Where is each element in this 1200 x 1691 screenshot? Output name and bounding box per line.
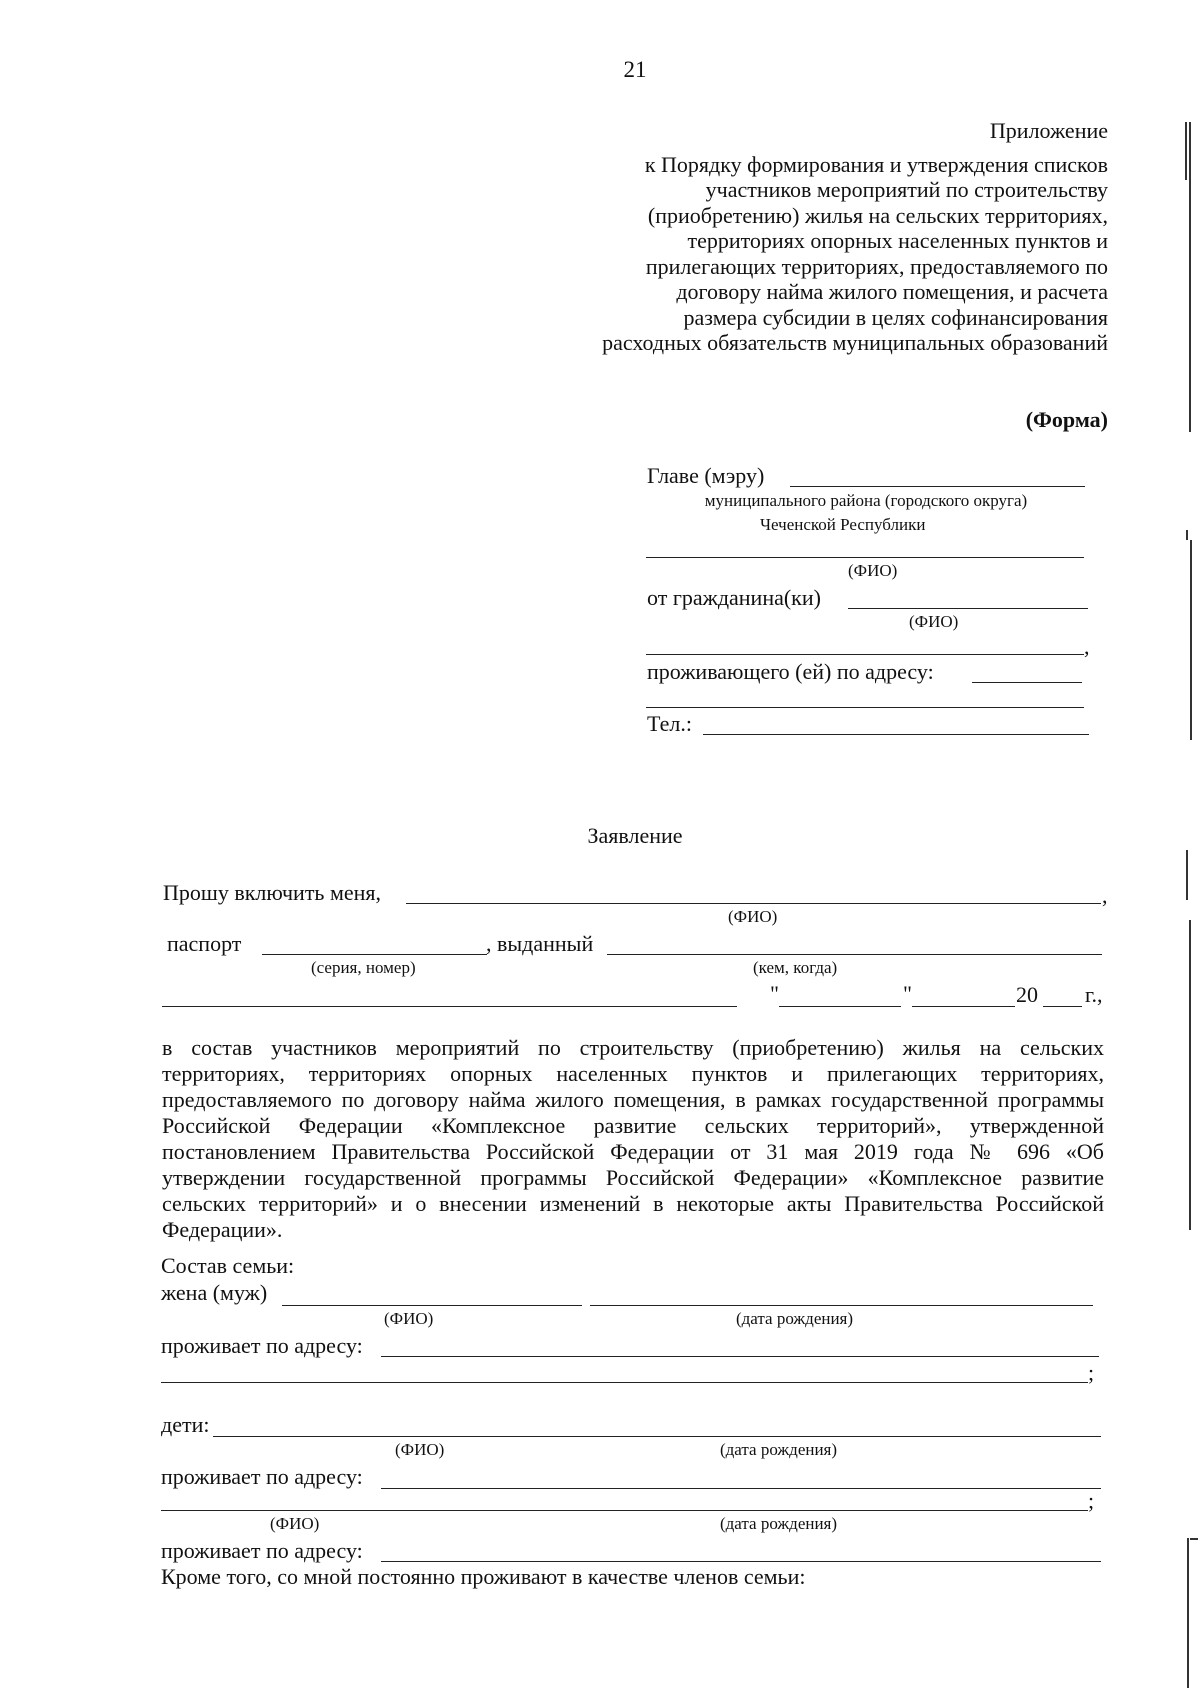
spouse-dob-caption: (дата рождения) (736, 1309, 854, 1328)
citizen-fio-field[interactable] (646, 654, 1084, 655)
passport-number-field[interactable] (262, 954, 487, 955)
scan-mark (1190, 540, 1192, 740)
phone-field[interactable] (703, 734, 1089, 735)
issued-caption: (кем, когда) (753, 958, 838, 977)
scan-mark (1190, 1538, 1198, 1540)
spouse-fio-field[interactable] (282, 1305, 582, 1306)
spouse-dob-field[interactable] (590, 1305, 1093, 1306)
child-1-fio-caption: (ФИО) (395, 1440, 445, 1459)
year-prefix: 20 (1016, 982, 1038, 1007)
request-label: Прошу включить меня, (163, 880, 382, 905)
issued-by-field[interactable] (607, 954, 1102, 955)
appendix-line: (приобретению) жилья на сельских территориях, (647, 202, 1108, 228)
residing-address-field[interactable] (972, 682, 1082, 683)
appendix-line: к Порядку формирования и утверждения списков (644, 151, 1108, 177)
head-caption-2: Чеченской Республики (760, 515, 926, 534)
applicant-fio-caption: (ФИО) (728, 907, 778, 926)
head-fio-field[interactable] (646, 557, 1084, 558)
child-2-address-label: проживает по адресу: (161, 1538, 363, 1563)
appendix-line: участников мероприятий по строительству (705, 177, 1108, 202)
head-fio-caption: (ФИО) (848, 561, 898, 580)
citizen-name-field[interactable] (848, 608, 1088, 609)
residing-label: проживающего (ей) по адресу: (647, 659, 934, 684)
statement-body: в состав участников мероприятий по строительству (приобретению) жилья на сельских территориях, территориях опорных населенных пунктов и прилегающих территориях, предоставляемого по договору найма жилого помещения, в рамках государственной программы Российской Федерации «Комплексное развитие сельских территорий», утвержденной постановлением Правительства Российской Федерации от 31 мая 2019 года № 696 «Об утверждении государственной программы Российской Федерации» «Комплексное развитие сельских территорий» и о внесении изменений в некоторые акты Правительства Российской Федерации». (162, 1035, 1104, 1242)
phone-label: Тел.: (647, 711, 692, 736)
scan-mark (1186, 850, 1188, 900)
child-1-address-field[interactable] (381, 1488, 1101, 1489)
scan-mark (1189, 122, 1191, 432)
family-heading: Состав семьи: (161, 1253, 295, 1278)
statement-title: Заявление (587, 823, 683, 848)
scan-mark (1189, 920, 1191, 1230)
appendix-line: расходных обязательств муниципальных образований (602, 330, 1108, 355)
spouse-label: жена (муж) (161, 1280, 268, 1305)
child-2-fio-caption: (ФИО) (270, 1514, 320, 1533)
child-2-address-field[interactable] (381, 1561, 1101, 1562)
appendix-line: договору найма жилого помещения, и расчета (676, 279, 1108, 304)
issued-label: , выданный (486, 931, 594, 956)
head-caption-1: муниципального района (городского округа) (704, 491, 1028, 510)
citizen-fio-caption: (ФИО) (909, 612, 959, 631)
spouse-address-field[interactable] (381, 1356, 1099, 1357)
child-1-fio-field[interactable] (213, 1436, 1101, 1437)
head-name-field[interactable] (790, 486, 1085, 487)
child-2-fio-field[interactable] (161, 1510, 1088, 1511)
citizen-label: от гражданина(ки) (647, 585, 821, 610)
appendix-line: прилегающих территориях, предоставляемого по (645, 253, 1108, 279)
child-1-address-label: проживает по адресу: (161, 1464, 363, 1489)
page-number: 21 (623, 57, 647, 82)
appendix-line: размера субсидии в целях софинансирования (683, 304, 1108, 330)
form-label: (Форма) (1025, 407, 1108, 432)
issue-month-field[interactable] (912, 1006, 1015, 1007)
year-suffix: г., (1085, 982, 1103, 1007)
child-1-dob-caption: (дата рождения) (720, 1440, 838, 1459)
passport-caption: (серия, номер) (311, 958, 416, 977)
also-living-text: Кроме того, со мной постоянно проживают в качестве членов семьи: (161, 1564, 806, 1589)
passport-label: паспорт (167, 931, 242, 956)
appendix-line: территориях опорных населенных пунктов и (687, 228, 1108, 253)
spouse-fio-caption: (ФИО) (384, 1309, 434, 1328)
spouse-address-label: проживает по адресу: (161, 1333, 363, 1358)
spouse-address-field-2[interactable] (161, 1382, 1088, 1383)
issue-year-field[interactable] (1043, 1006, 1082, 1007)
scan-mark (1185, 122, 1187, 180)
children-label: дети: (161, 1412, 210, 1437)
issue-day-field[interactable] (779, 1006, 901, 1007)
scan-mark (1186, 530, 1188, 540)
residing-address-field-2[interactable] (646, 707, 1084, 708)
scan-mark (1187, 1538, 1189, 1688)
child-2-dob-caption: (дата рождения) (720, 1514, 838, 1533)
appendix-title: Приложение (989, 118, 1108, 143)
issued-by-field-2[interactable] (162, 1006, 737, 1007)
applicant-fio-field[interactable] (406, 903, 1101, 904)
appendix-block (602, 118, 1108, 356)
head-label: Главе (мэру) (647, 463, 765, 488)
